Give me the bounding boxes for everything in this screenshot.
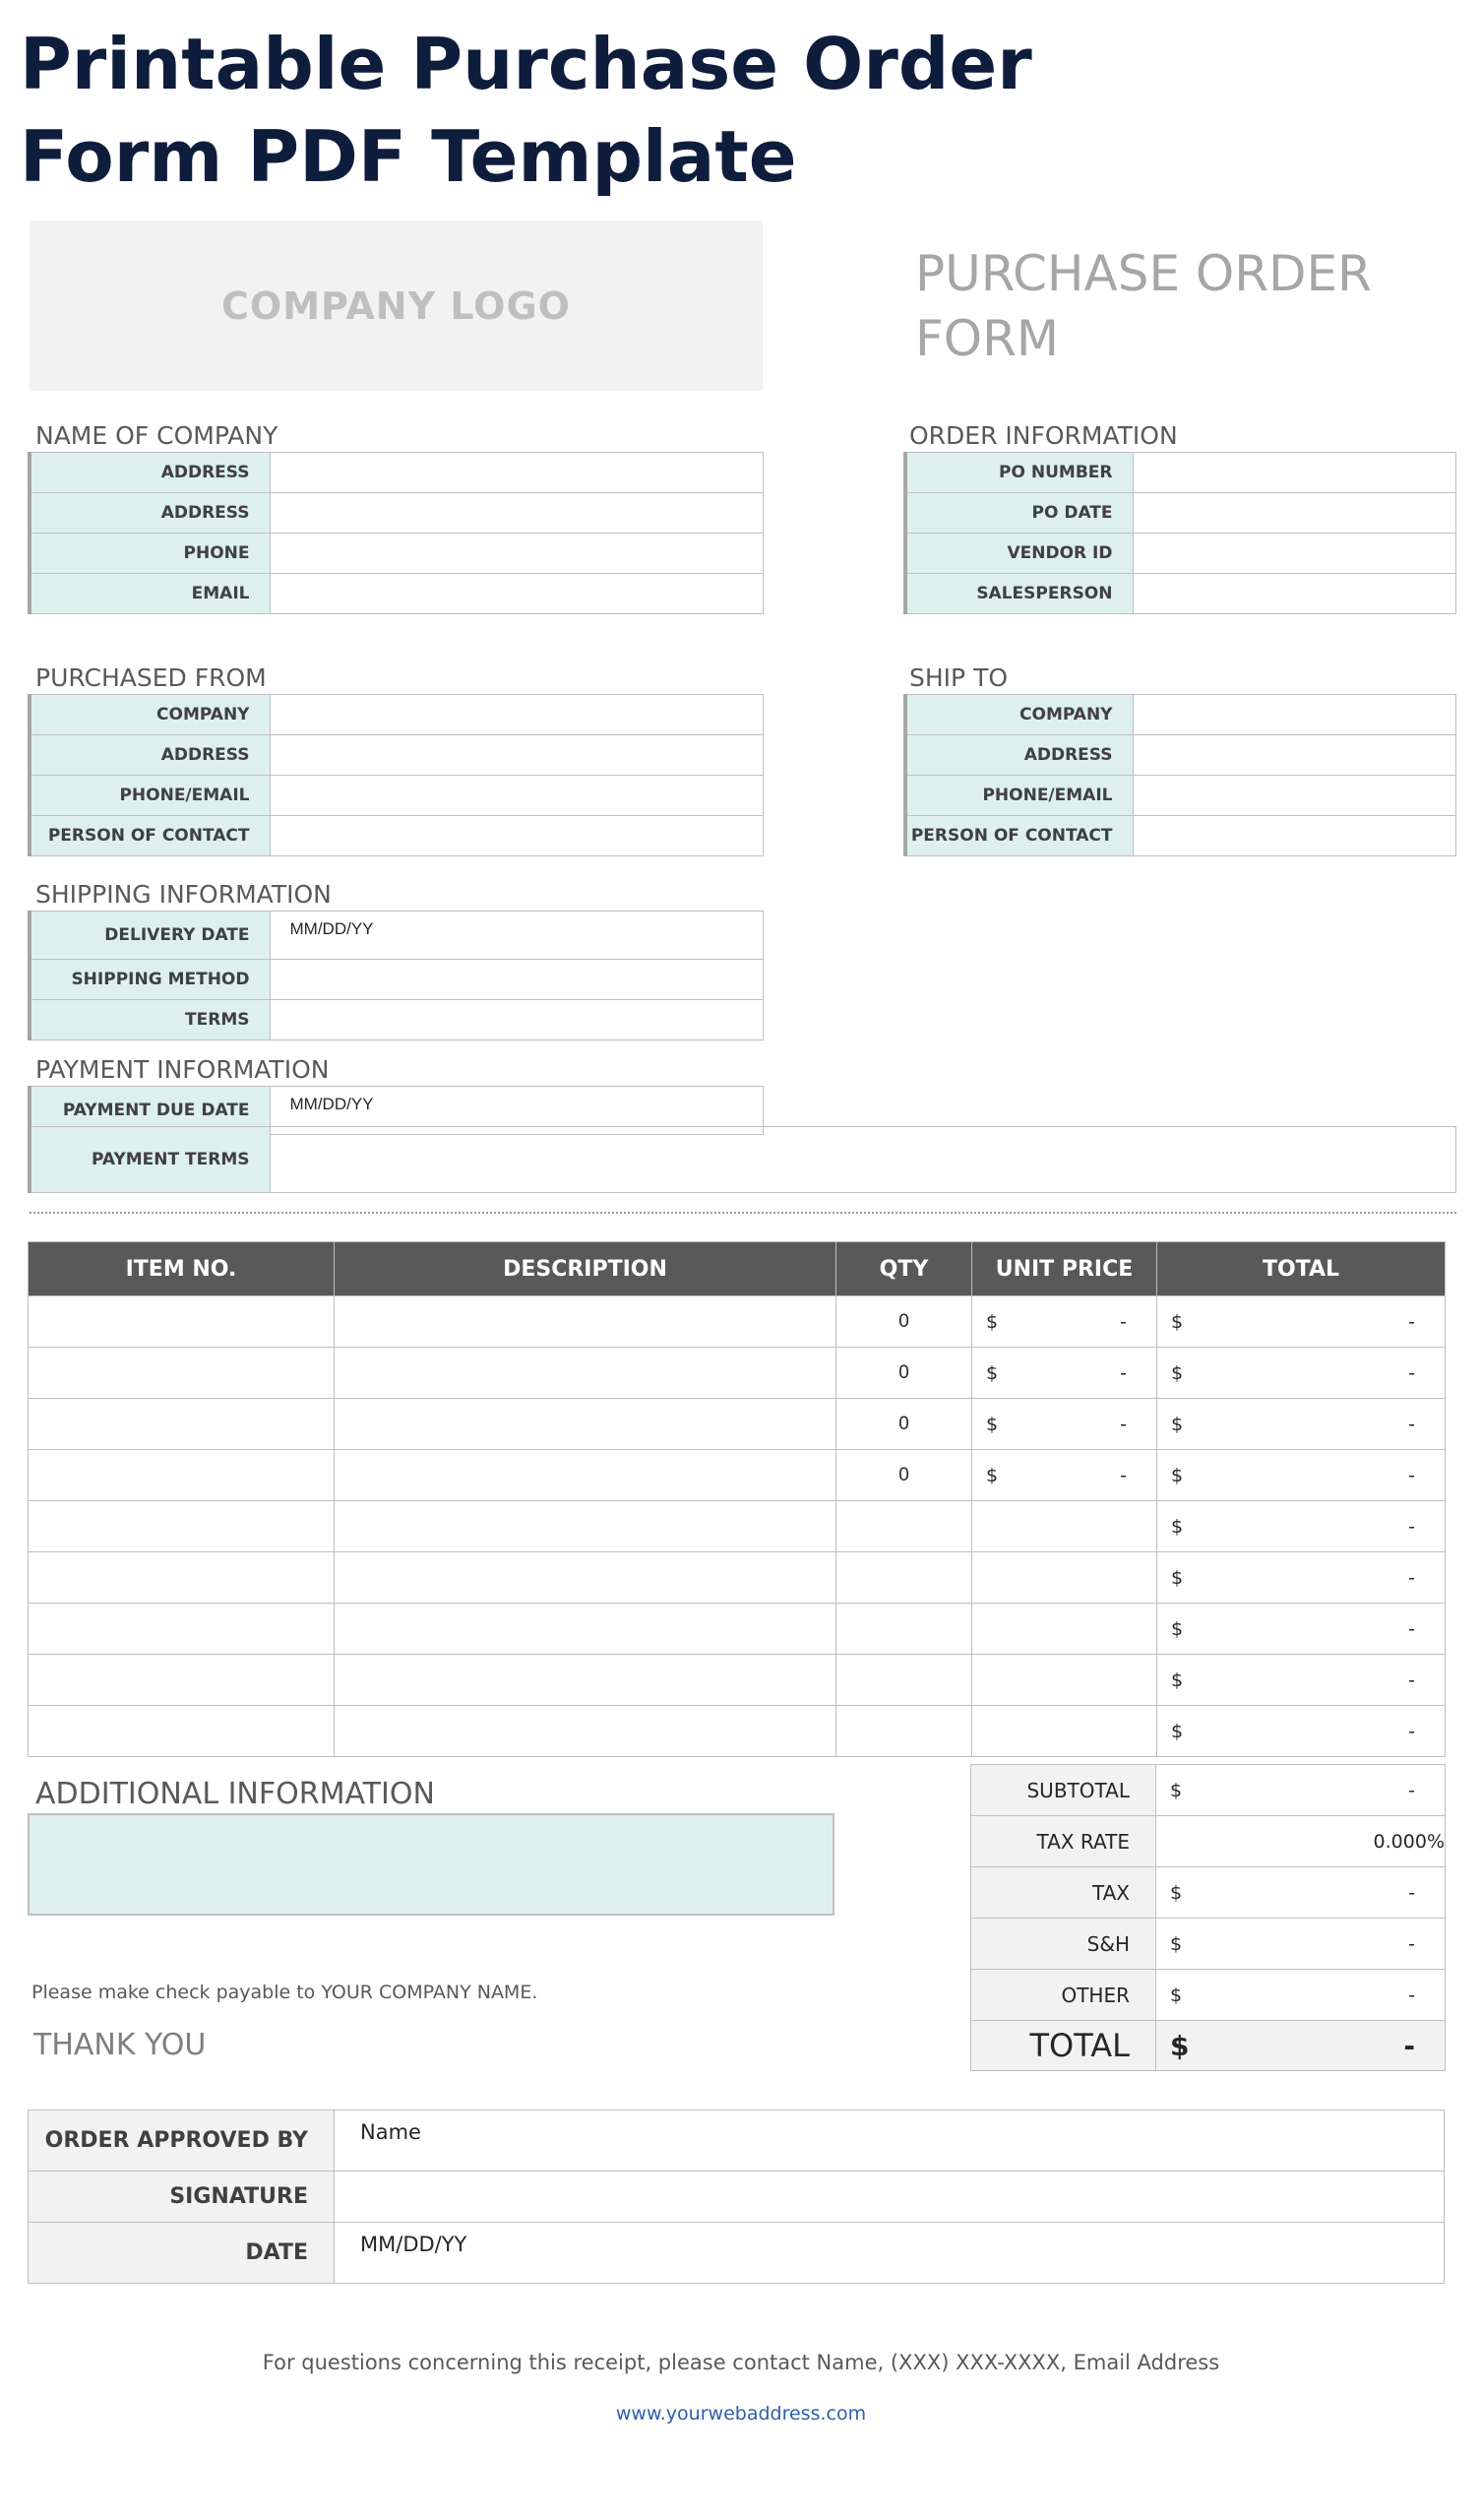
amount: - [1403, 2029, 1415, 2062]
item-row [29, 1450, 1446, 1501]
description-field[interactable] [335, 1296, 836, 1348]
line-total-value [1157, 1399, 1446, 1450]
item-no-field[interactable] [29, 1655, 335, 1706]
unit-price-field[interactable] [972, 1501, 1157, 1552]
currency-symbol: $ [1170, 1932, 1183, 1955]
payment-terms-field[interactable] [270, 1127, 1456, 1193]
approval-table [28, 2110, 1445, 2284]
payment-terms-table [28, 1126, 1456, 1193]
sh-field[interactable] [1156, 1919, 1446, 1970]
line-total-value [1157, 1348, 1446, 1399]
field-label: ADDRESS [30, 735, 270, 776]
description-field[interactable] [335, 1399, 836, 1450]
amount: - [1408, 1932, 1415, 1955]
order-row-po-number [905, 453, 1456, 493]
signature-row [29, 2172, 1445, 2223]
approved-by-field[interactable]: Name [335, 2110, 1445, 2172]
field-label: DELIVERY DATE [30, 912, 270, 960]
currency-symbol: $ [1171, 1361, 1184, 1384]
subtotal-value [1156, 1765, 1446, 1816]
order-row-po-date [905, 493, 1456, 534]
tax-rate-label: TAX RATE [971, 1816, 1156, 1867]
total-label: TOTAL [971, 2021, 1156, 2071]
qty-field[interactable]: 0 [836, 1348, 972, 1399]
description-field[interactable] [335, 1655, 836, 1706]
amount: - [1408, 1515, 1415, 1538]
additional-info-field[interactable] [28, 1813, 834, 1916]
purchased-phone-email-field[interactable] [270, 776, 764, 816]
po-date-field[interactable] [1133, 493, 1456, 534]
currency-symbol: $ [1171, 1669, 1184, 1691]
order-row-vendor-id [905, 534, 1456, 574]
items-body [29, 1296, 1446, 1757]
sh-label: S&H [971, 1919, 1156, 1970]
unit-price-field[interactable] [972, 1655, 1157, 1706]
company-row-phone [30, 534, 764, 574]
field-label: PHONE/EMAIL [905, 776, 1133, 816]
description-field[interactable] [335, 1706, 836, 1757]
subtotal-row [971, 1765, 1446, 1816]
item-row [29, 1348, 1446, 1399]
unit-price-field[interactable] [972, 1450, 1157, 1501]
column-header-item-no: ITEM NO. [29, 1242, 335, 1296]
description-field[interactable] [335, 1552, 836, 1604]
po-number-field[interactable] [1133, 453, 1456, 493]
currency-symbol: $ [1170, 2029, 1190, 2062]
item-row [29, 1552, 1446, 1604]
shipping-method-field[interactable] [270, 960, 764, 1000]
column-header-total: TOTAL [1157, 1242, 1446, 1296]
tax-row [971, 1867, 1446, 1919]
other-field[interactable] [1156, 1970, 1446, 2021]
currency-symbol: $ [1171, 1617, 1184, 1640]
logo-text: COMPANY LOGO [221, 284, 571, 328]
field-label: PO NUMBER [905, 453, 1133, 493]
purchased-row-address [30, 735, 764, 776]
unit-price-field[interactable] [972, 1706, 1157, 1757]
footer-contact-note: For questions concerning this receipt, please contact Name, (XXX) XXX-XXXX, Email Address [262, 2351, 1220, 2374]
unit-price-field[interactable] [972, 1348, 1157, 1399]
purchased-row-contact [30, 816, 764, 856]
item-row [29, 1501, 1446, 1552]
qty-field[interactable] [836, 1706, 972, 1757]
field-label: PERSON OF CONTACT [905, 816, 1133, 856]
line-total-value [1157, 1296, 1446, 1348]
field-label: SHIPPING METHOD [30, 960, 270, 1000]
total-value [1156, 2021, 1446, 2071]
item-row [29, 1399, 1446, 1450]
currency-symbol: $ [1171, 1413, 1184, 1435]
purchased-row-phone-email [30, 776, 764, 816]
ship-phone-email-field[interactable] [1133, 776, 1456, 816]
amount: - [1408, 1669, 1415, 1691]
item-row [29, 1296, 1446, 1348]
items-table [28, 1241, 1446, 1757]
line-total-value [1157, 1655, 1446, 1706]
amount: - [1120, 1464, 1127, 1486]
currency-symbol: $ [1171, 1566, 1184, 1589]
ship-row-company [905, 695, 1456, 735]
ship-contact-field[interactable] [1133, 816, 1456, 856]
tax-value [1156, 1867, 1446, 1919]
currency-symbol: $ [986, 1361, 999, 1384]
amount: - [1408, 1361, 1415, 1384]
date-label: DATE [29, 2223, 335, 2284]
description-field[interactable] [335, 1348, 836, 1399]
form-title: PURCHASE ORDER FORM [915, 245, 1372, 367]
field-label: PERSON OF CONTACT [30, 816, 270, 856]
line-total-value [1157, 1501, 1446, 1552]
approved-by-label: ORDER APPROVED BY [29, 2110, 335, 2172]
ship-to-table [903, 694, 1456, 856]
field-label: PAYMENT DUE DATE [30, 1087, 270, 1135]
section-divider [30, 1212, 1456, 1214]
company-phone-field[interactable] [270, 534, 764, 574]
qty-field[interactable] [836, 1501, 972, 1552]
field-label: EMAIL [30, 574, 270, 614]
order-info-section-title: ORDER INFORMATION [909, 421, 1178, 450]
page-title: Printable Purchase Order Form PDF Template [20, 23, 1032, 198]
tax-rate-field[interactable]: 0.000% [1156, 1816, 1446, 1867]
order-row-salesperson [905, 574, 1456, 614]
shipping-terms-field[interactable] [270, 1000, 764, 1040]
column-header-qty: QTY [836, 1242, 972, 1296]
payment-section-title: PAYMENT INFORMATION [35, 1055, 330, 1084]
ship-row-phone-email [905, 776, 1456, 816]
ship-row-contact [905, 816, 1456, 856]
additional-info-title: ADDITIONAL INFORMATION [35, 1777, 435, 1811]
item-no-field[interactable] [29, 1296, 335, 1348]
qty-field[interactable]: 0 [836, 1399, 972, 1450]
line-total-value [1157, 1604, 1446, 1655]
tax-rate-row [971, 1816, 1446, 1867]
company-row-email [30, 574, 764, 614]
company-row-address-2 [30, 493, 764, 534]
amount: - [1408, 1310, 1415, 1333]
item-no-field[interactable] [29, 1552, 335, 1604]
ship-to-section-title: SHIP TO [909, 663, 1009, 692]
purchased-address-field[interactable] [270, 735, 764, 776]
column-header-description: DESCRIPTION [335, 1242, 836, 1296]
unit-price-field[interactable] [972, 1296, 1157, 1348]
shipping-section-title: SHIPPING INFORMATION [35, 880, 332, 909]
field-label: ADDRESS [30, 493, 270, 534]
item-no-field[interactable] [29, 1501, 335, 1552]
company-address-1-field[interactable] [270, 453, 764, 493]
currency-symbol: $ [1171, 1310, 1184, 1333]
currency-symbol: $ [1171, 1515, 1184, 1538]
item-no-field[interactable] [29, 1348, 335, 1399]
unit-price-field[interactable] [972, 1399, 1157, 1450]
purchased-company-field[interactable] [270, 695, 764, 735]
amount: - [1408, 1984, 1415, 2006]
approved-by-row [29, 2110, 1445, 2172]
qty-field[interactable] [836, 1604, 972, 1655]
description-field[interactable] [335, 1450, 836, 1501]
item-row [29, 1604, 1446, 1655]
payment-due-date-field[interactable]: MM/DD/YY [270, 1087, 764, 1135]
items-header-row [29, 1242, 1446, 1296]
amount: - [1408, 1413, 1415, 1435]
field-label: VENDOR ID [905, 534, 1133, 574]
sh-row [971, 1919, 1446, 1970]
ship-row-address [905, 735, 1456, 776]
tax-label: TAX [971, 1867, 1156, 1919]
line-total-value [1157, 1450, 1446, 1501]
currency-symbol: $ [986, 1310, 999, 1333]
item-no-field[interactable] [29, 1399, 335, 1450]
payment-row-terms [30, 1127, 1456, 1193]
ship-address-field[interactable] [1133, 735, 1456, 776]
field-label: COMPANY [30, 695, 270, 735]
qty-field[interactable] [836, 1552, 972, 1604]
date-row [29, 2223, 1445, 2284]
amount: - [1408, 1779, 1415, 1801]
amount: - [1408, 1881, 1415, 1904]
purchased-from-table [28, 694, 764, 856]
column-header-unit-price: UNIT PRICE [972, 1242, 1157, 1296]
purchased-contact-field[interactable] [270, 816, 764, 856]
unit-price-field[interactable] [972, 1552, 1157, 1604]
qty-field[interactable]: 0 [836, 1450, 972, 1501]
salesperson-field[interactable] [1133, 574, 1456, 614]
currency-symbol: $ [1170, 1881, 1183, 1904]
footer-website-link[interactable]: www.yourwebaddress.com [615, 2403, 867, 2425]
company-email-field[interactable] [270, 574, 764, 614]
currency-symbol: $ [1170, 1779, 1183, 1801]
signature-label: SIGNATURE [29, 2172, 335, 2223]
item-no-field[interactable] [29, 1450, 335, 1501]
currency-symbol: $ [1171, 1720, 1184, 1742]
field-label: COMPANY [905, 695, 1133, 735]
check-payable-note: Please make check payable to YOUR COMPANY NAME. [31, 1982, 538, 2003]
currency-symbol: $ [986, 1413, 999, 1435]
line-total-value [1157, 1706, 1446, 1757]
unit-price-field[interactable] [972, 1604, 1157, 1655]
field-label: PHONE/EMAIL [30, 776, 270, 816]
shipping-row-terms [30, 1000, 764, 1040]
company-table [28, 452, 764, 614]
shipping-row-delivery-date [30, 912, 764, 960]
field-label: SALESPERSON [905, 574, 1133, 614]
currency-symbol: $ [986, 1464, 999, 1486]
field-label: TERMS [30, 1000, 270, 1040]
currency-symbol: $ [1170, 1984, 1183, 2006]
signature-field[interactable] [335, 2172, 1445, 2223]
other-row [971, 1970, 1446, 2021]
amount: - [1408, 1566, 1415, 1589]
description-field[interactable] [335, 1501, 836, 1552]
field-label: PHONE [30, 534, 270, 574]
amount: - [1120, 1413, 1127, 1435]
item-row [29, 1655, 1446, 1706]
approval-date-field[interactable]: MM/DD/YY [335, 2223, 1445, 2284]
purchased-from-section-title: PURCHASED FROM [35, 663, 267, 692]
amount: - [1120, 1310, 1127, 1333]
currency-symbol: $ [1171, 1464, 1184, 1486]
shipping-table [28, 911, 764, 1040]
delivery-date-field[interactable]: MM/DD/YY [270, 912, 764, 960]
order-info-table [903, 452, 1456, 614]
vendor-id-field[interactable] [1133, 534, 1456, 574]
grand-total-row [971, 2021, 1446, 2071]
other-label: OTHER [971, 1970, 1156, 2021]
ship-company-field[interactable] [1133, 695, 1456, 735]
field-label: ADDRESS [905, 735, 1133, 776]
thank-you-text: THANK YOU [33, 2028, 207, 2062]
qty-field[interactable]: 0 [836, 1296, 972, 1348]
company-row-address-1 [30, 453, 764, 493]
description-field[interactable] [335, 1604, 836, 1655]
subtotal-label: SUBTOTAL [971, 1765, 1156, 1816]
purchased-row-company [30, 695, 764, 735]
amount: - [1408, 1464, 1415, 1486]
amount: - [1408, 1617, 1415, 1640]
line-total-value [1157, 1552, 1446, 1604]
item-no-field[interactable] [29, 1604, 335, 1655]
item-no-field[interactable] [29, 1706, 335, 1757]
amount: - [1120, 1361, 1127, 1384]
totals-table [970, 1764, 1446, 2071]
qty-field[interactable] [836, 1655, 972, 1706]
company-logo-placeholder[interactable] [30, 220, 763, 391]
field-label: ADDRESS [30, 453, 270, 493]
item-row [29, 1706, 1446, 1757]
shipping-row-method [30, 960, 764, 1000]
amount: - [1408, 1720, 1415, 1742]
field-label: PO DATE [905, 493, 1133, 534]
company-address-2-field[interactable] [270, 493, 764, 534]
field-label: PAYMENT TERMS [30, 1127, 270, 1193]
company-section-title: NAME OF COMPANY [35, 421, 278, 450]
